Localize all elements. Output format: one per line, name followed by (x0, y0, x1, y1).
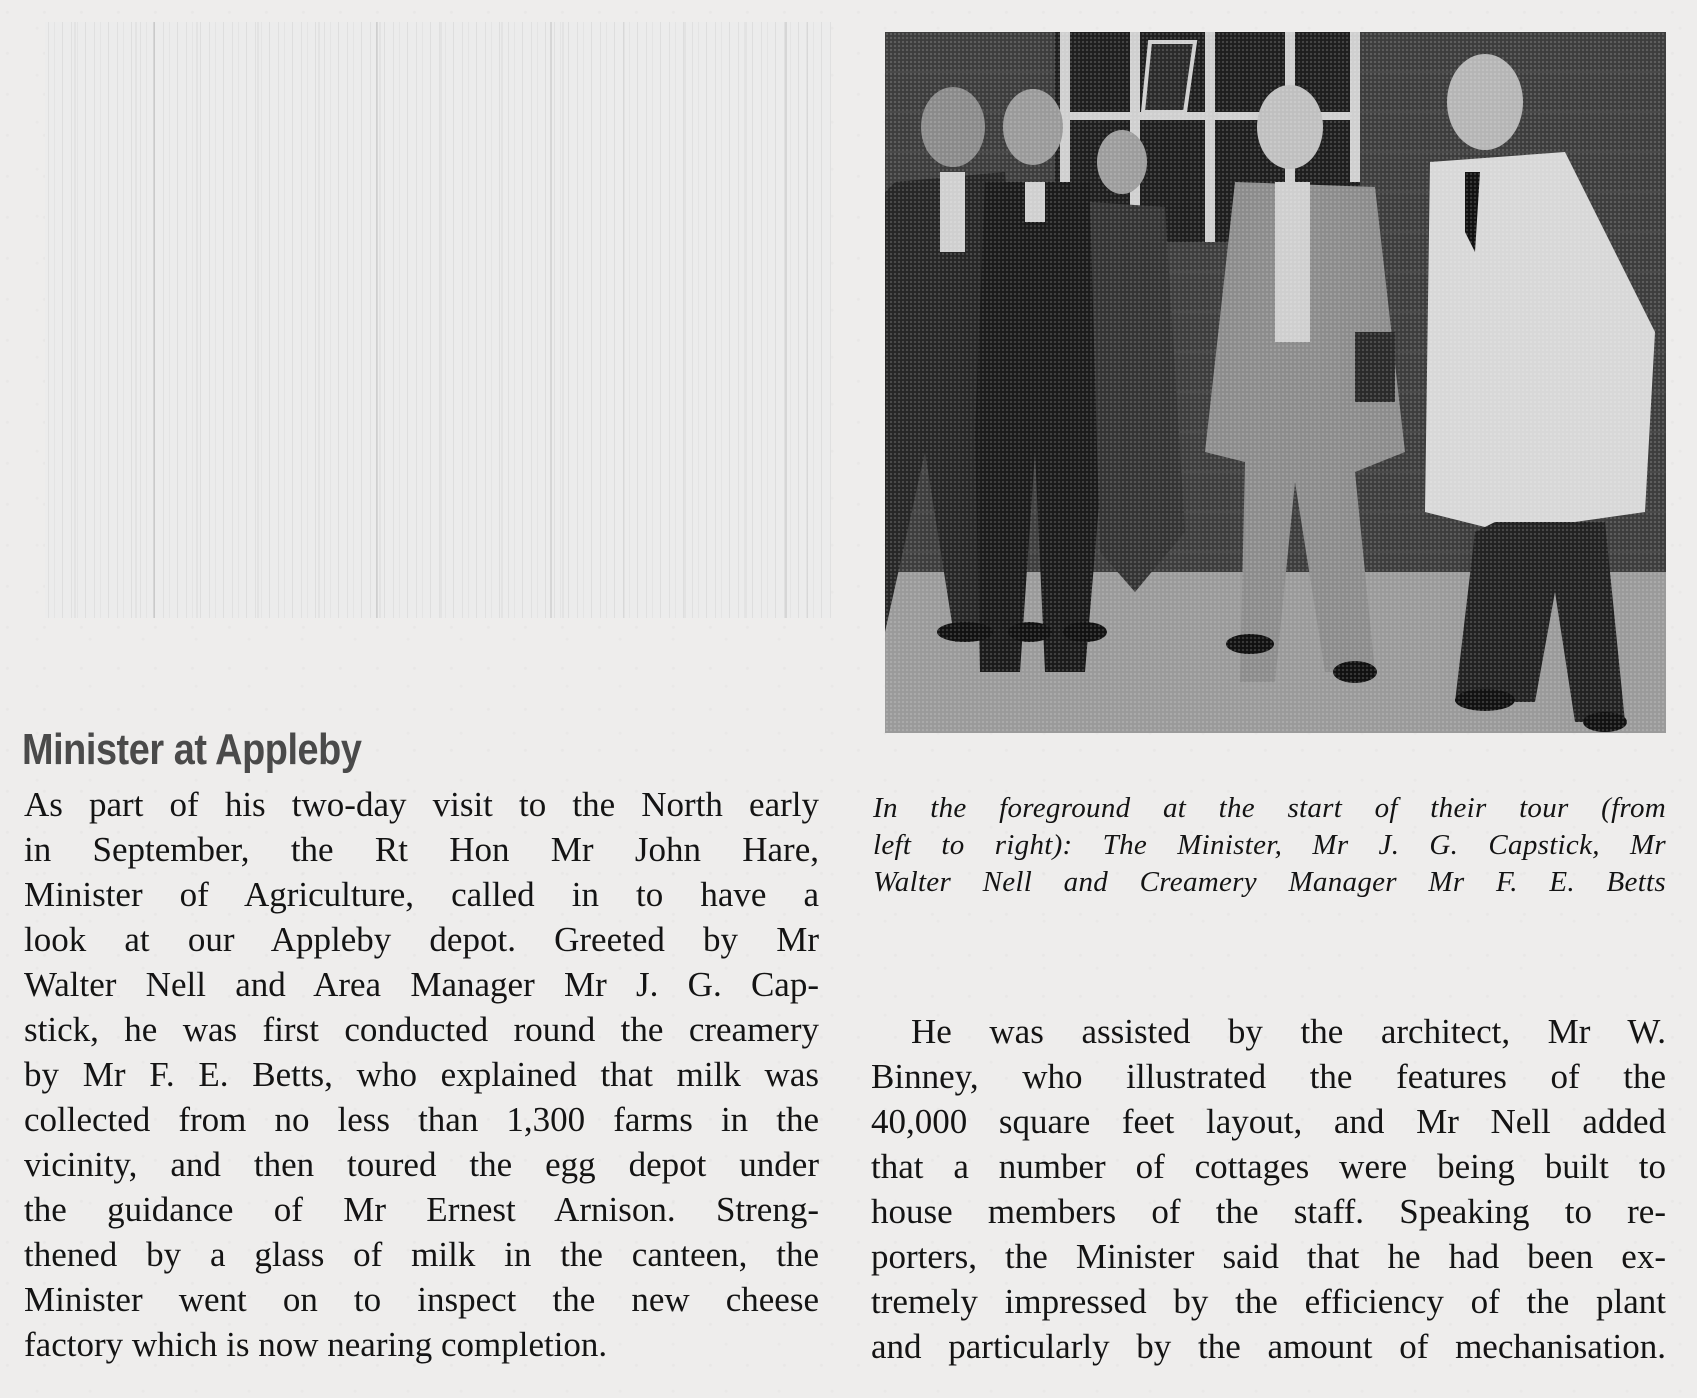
body-line: factory which is now nearing completion. (24, 1325, 608, 1364)
scan-streak (376, 22, 378, 618)
article-body-right-column (871, 1009, 1666, 1369)
body-line: He was assisted by the architect, Mr W. (911, 1012, 1666, 1051)
body-line: 40,000 square feet layout, and Mr Nell added (871, 1102, 1666, 1141)
body-line: Minister of Agriculture, called in to have a (24, 875, 819, 914)
body-line: Walter Nell and Area Manager Mr J. G. Cap- (24, 965, 819, 1004)
caption-line: Walter Nell and Creamery Manager Mr F. E. Betts (873, 866, 1666, 898)
body-line: the guidance of Mr Ernest Arnison. Streng- (24, 1190, 819, 1229)
body-line: and particularly by the amount of mechanisation. (871, 1327, 1666, 1366)
body-line: by Mr F. E. Betts, who explained that milk was (24, 1055, 819, 1094)
article-body-left-column (24, 782, 819, 1367)
body-line: house members of the staff. Speaking to re- (871, 1192, 1666, 1231)
caption-line: In the foreground at the start of their tour (from (873, 792, 1666, 824)
body-line: thened by a glass of milk in the canteen, the (24, 1235, 819, 1274)
body-line: stick, he was first conducted round the creamery (24, 1010, 819, 1049)
caption-line: left to right): The Minister, Mr J. G. Capstick, Mr (873, 829, 1666, 861)
body-line: collected from no less than 1,300 farms in the (24, 1100, 819, 1139)
scan-streak (785, 22, 787, 618)
body-line: Minister went on to inspect the new cheese (24, 1280, 819, 1319)
body-line: that a number of cottages were being built to (871, 1147, 1666, 1186)
body-line: Binney, who illustrated the features of the (871, 1057, 1666, 1096)
blank-image-area (45, 22, 831, 618)
photo-caption (873, 790, 1666, 901)
body-line: As part of his two-day visit to the North early (24, 785, 819, 824)
scan-streak (153, 22, 155, 618)
body-line: in September, the Rt Hon Mr John Hare, (24, 830, 819, 869)
scan-streak (550, 22, 552, 618)
photo-illustration (885, 32, 1666, 733)
article-heading: Minister at Appleby (22, 725, 362, 774)
body-line: vicinity, and then toured the egg depot under (24, 1145, 819, 1184)
body-line: porters, the Minister said that he had been ex- (871, 1237, 1666, 1276)
body-line: tremely impressed by the efficiency of the plant (871, 1282, 1666, 1321)
group-photograph (885, 32, 1666, 733)
body-line: look at our Appleby depot. Greeted by Mr (24, 920, 819, 959)
